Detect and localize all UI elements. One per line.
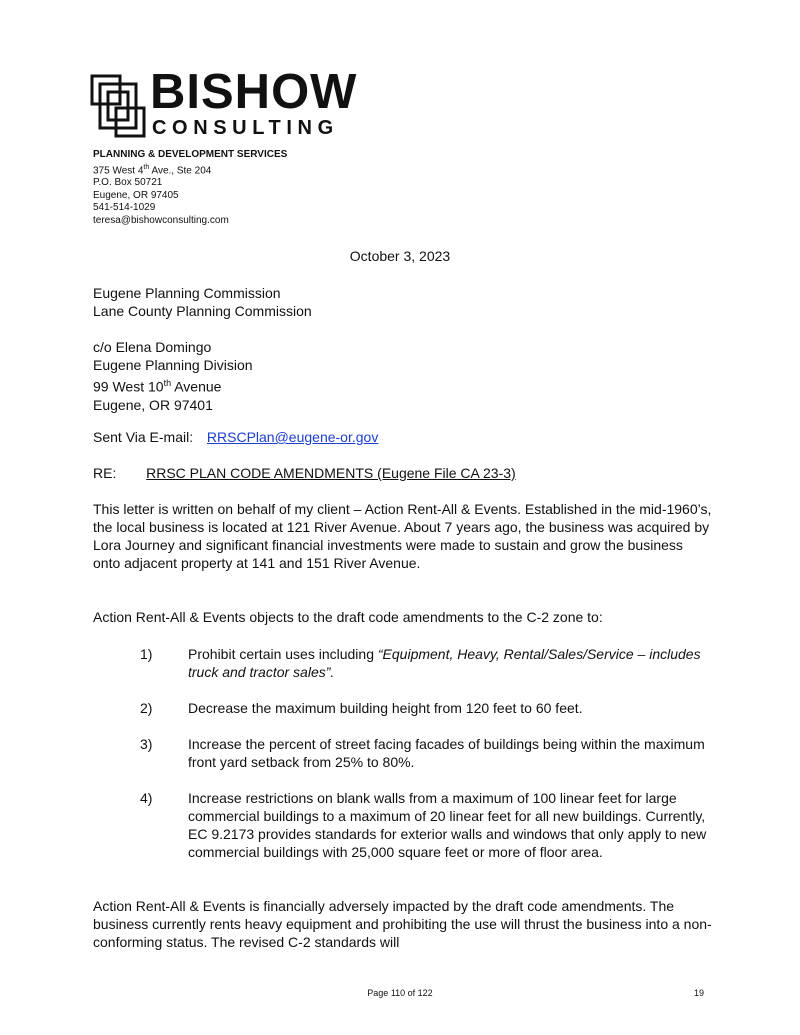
logo-name: BISHOW [150,65,358,119]
bishow-consulting-logo [90,65,360,140]
recipient-street: 99 West 10th Avenue [93,378,222,395]
sent-via-label: Sent Via E-mail: [93,429,194,445]
letterhead-services: PLANNING & DEVELOPMENT SERVICES [93,149,288,160]
recipient-address [93,338,253,414]
re-title: RRSC PLAN CODE AMENDMENTS (Eugene File CA 23-3) [146,465,516,481]
letterhead-po-box: P.O. Box 50721 [93,177,163,189]
page-number: 19 [694,988,705,998]
recipient-line-1: Eugene Planning Commission [93,285,281,301]
page-count: Page 110 of 122 [367,988,433,998]
logo-subtitle: CONSULTING [152,117,339,139]
letter-date: October 3, 2023 [349,248,451,264]
list-text: Increase the percent of street facing facades of buildings being within the maximum front yard setback from 25% to 80%. [188,736,705,770]
re-label: RE: [93,465,117,481]
list-number: 4) [140,790,153,806]
list-text: Prohibit certain uses including “Equipment, Heavy, Rental/Sales/Service – includes truck and tractor sales”. [188,646,701,680]
recipients-commissions [93,284,312,320]
letterhead-email: teresa@bishowconsulting.com [93,214,229,226]
intro-paragraph: This letter is written on behalf of my client – Action Rent-All & Events. Established in the mid-1960’s, the local business is located at 121 River Avenue. About 7 years ago, the business was acquired by Lora Journey and significant financial investments were made to sustain and grow the business onto adjacent property at 141 and 151 River Avenue. [93,501,712,571]
closing-paragraph: Action Rent-All & Events is financially adversely impacted by the draft code amendments. The business currently rents heavy equipment and prohibiting the use will thrust the business into a non-conforming status. The revised C-2 standards will [93,898,712,950]
recipient-division: Eugene Planning Division [93,357,253,373]
re-line [93,464,516,482]
sent-via-email-link[interactable]: RRSCPlan@eugene-or.gov [206,429,379,445]
list-text: Decrease the maximum building height from 120 feet to 60 feet. [188,700,583,716]
sent-via-line [93,428,378,446]
list-text: Increase restrictions on blank walls from a maximum of 100 linear feet for large commercial buildings to a maximum of 20 linear feet for all new buildings. Currently, EC 9.2173 provides standards for exterior walls and windows that only apply to new commercial buildings with 25,000 square feet or more of floor area. [188,790,707,860]
letterhead-city: Eugene, OR 97405 [93,189,179,201]
letterhead-contact [93,149,287,227]
letterhead-phone: 541-514-1029 [93,202,156,214]
list-number: 1) [140,646,153,662]
recipient-city: Eugene, OR 97401 [93,396,213,413]
letterhead-street: 375 West 4th Ave., Ste 204 [93,163,212,176]
recipient-line-2: Lane County Planning Commission [93,303,312,319]
list-number: 3) [140,736,153,752]
list-number: 2) [140,700,153,716]
objects-paragraph: Action Rent-All & Events objects to the draft code amendments to the C-2 zone to: [93,609,603,625]
logo-mark-icon [90,74,146,138]
recipient-co: c/o Elena Domingo [93,339,212,355]
